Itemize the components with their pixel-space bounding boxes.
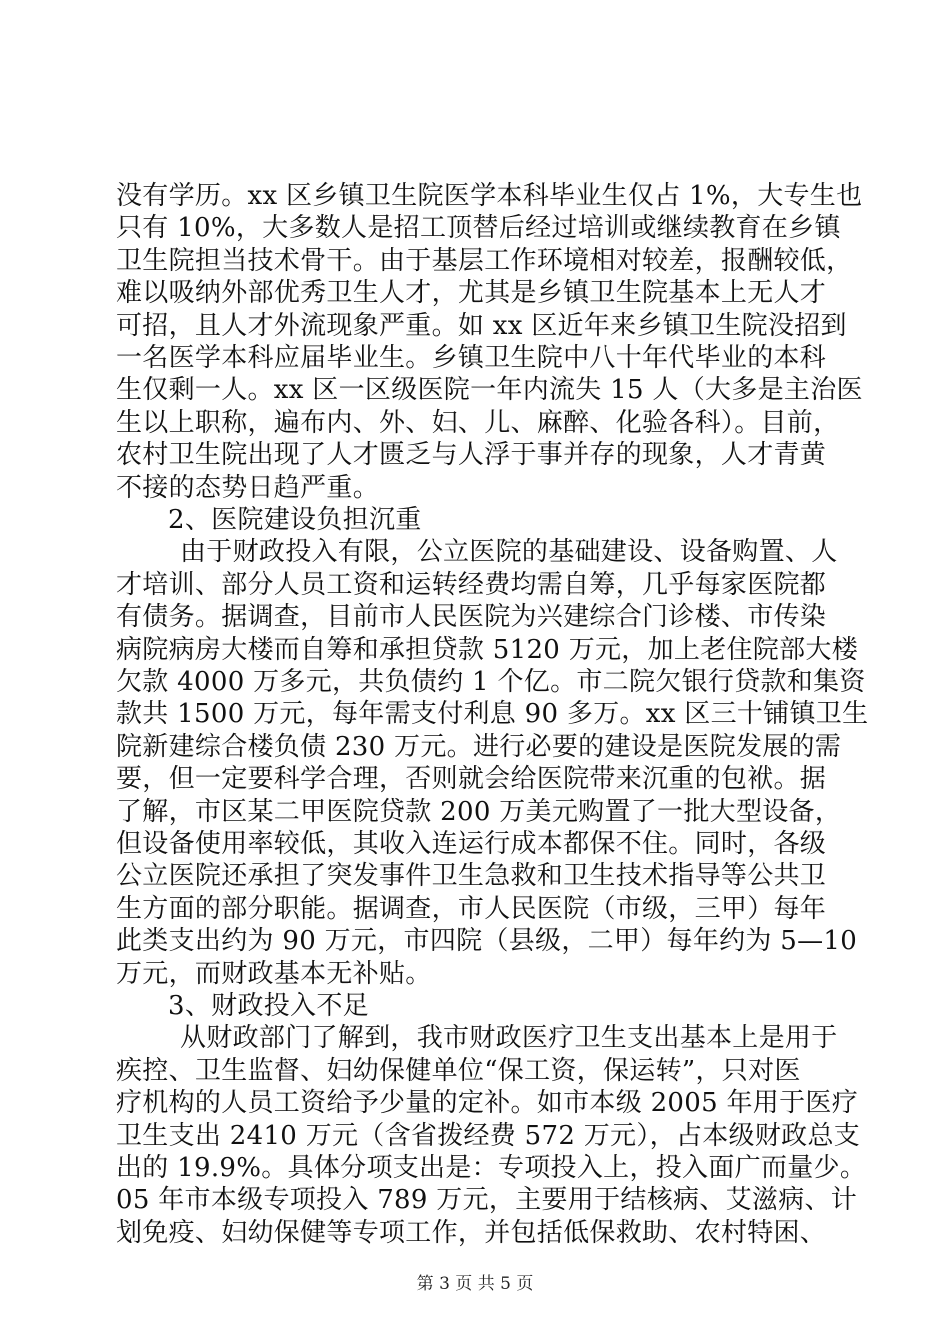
body-text-line: 一名医学本科应届毕业生。乡镇卫生院中八十年代毕业的本科 (116, 343, 827, 373)
body-text-line: 疾控、卫生监督、妇幼保健单位“保工资，保运转”，只对医 (116, 1056, 801, 1086)
body-text-line: 出的 19.9%。具体分项支出是：专项投入上，投入面广而量少。 (116, 1153, 867, 1183)
body-text-line: 生方面的部分职能。据调查，市人民医院（市级，三甲）每年 (116, 894, 827, 924)
body-text-line: 划免疫、妇幼保健等专项工作，并包括低保救助、农村特困、 (116, 1218, 827, 1248)
body-text-line: 可招，且人才外流现象严重。如 xx 区近年来乡镇卫生院没招到 (116, 311, 847, 341)
body-text-line: 有债务。据调查，目前市人民医院为兴建综合门诊楼、市传染 (116, 602, 827, 632)
body-text-line: 但设备使用率较低，其收入连运行成本都保不住。同时，各级 (116, 829, 827, 859)
body-text-line: 没有学历。xx 区乡镇卫生院医学本科毕业生仅占 1%，大专生也 (116, 181, 863, 211)
body-text-line: 农村卫生院出现了人才匮乏与人浮于事并存的现象，人才青黄 (116, 440, 827, 470)
body-text-line: 欠款 4000 万多元，共负债约 1 个亿。市二院欠银行贷款和集资 (116, 667, 866, 697)
body-text-line: 院新建综合楼负债 230 万元。进行必要的建设是医院发展的需 (116, 732, 842, 762)
body-text-line: 疗机构的人员工资给予少量的定补。如市本级 2005 年用于医疗 (116, 1088, 858, 1118)
body-text-line: 生以上职称，遍布内、外、妇、儿、麻醉、化验各科）。目前， (116, 408, 840, 438)
body-text-line: 才培训、部分人员工资和运转经费均需自筹，几乎每家医院都 (116, 570, 827, 600)
body-text-line: 从财政部门了解到，我市财政医疗卫生支出基本上是用于 (180, 1023, 838, 1053)
body-text-line: 款共 1500 万元，每年需支付利息 90 多万。xx 区三十铺镇卫生 (116, 699, 869, 729)
body-text-line: 由于财政投入有限，公立医院的基础建设、设备购置、人 (180, 537, 838, 567)
body-text-line: 05 年市本级专项投入 789 万元，主要用于结核病、艾滋病、计 (116, 1185, 858, 1215)
body-text-line: 病院病房大楼而自筹和承担贷款 5120 万元，加上老住院部大楼 (116, 635, 858, 665)
body-text-line: 此类支出约为 90 万元，市四院（县级，二甲）每年约为 5—10 (116, 926, 858, 956)
section-heading: 3、财政投入不足 (168, 991, 369, 1021)
body-text-line: 不接的态势日趋严重。 (116, 473, 380, 503)
body-text-line: 生仅剩一人。xx 区一区级医院一年内流失 15 人（大多是主治医 (116, 375, 863, 405)
section-heading: 2、医院建设负担沉重 (168, 505, 422, 535)
body-text-line: 只有 10%，大多数人是招工顶替后经过培训或继续教育在乡镇 (116, 213, 841, 243)
body-text-line: 卫生支出 2410 万元（含省拨经费 572 万元），占本级财政总支 (116, 1121, 861, 1151)
body-text-line: 卫生院担当技术骨干。由于基层工作环境相对较差，报酬较低， (116, 246, 853, 276)
body-text-line: 了解，市区某二甲医院贷款 200 万美元购置了一批大型设备， (116, 797, 842, 827)
body-text-line: 万元，而财政基本无补贴。 (116, 959, 432, 989)
body-text-line: 公立医院还承担了突发事件卫生急救和卫生技术指导等公共卫 (116, 861, 827, 891)
page-footer: 第 3 页 共 5 页 (416, 1274, 534, 1294)
body-text-line: 难以吸纳外部优秀卫生人才，尤其是乡镇卫生院基本上无人才 (116, 278, 827, 308)
body-text-line: 要，但一定要科学合理，否则就会给医院带来沉重的包袱。据 (116, 764, 827, 794)
